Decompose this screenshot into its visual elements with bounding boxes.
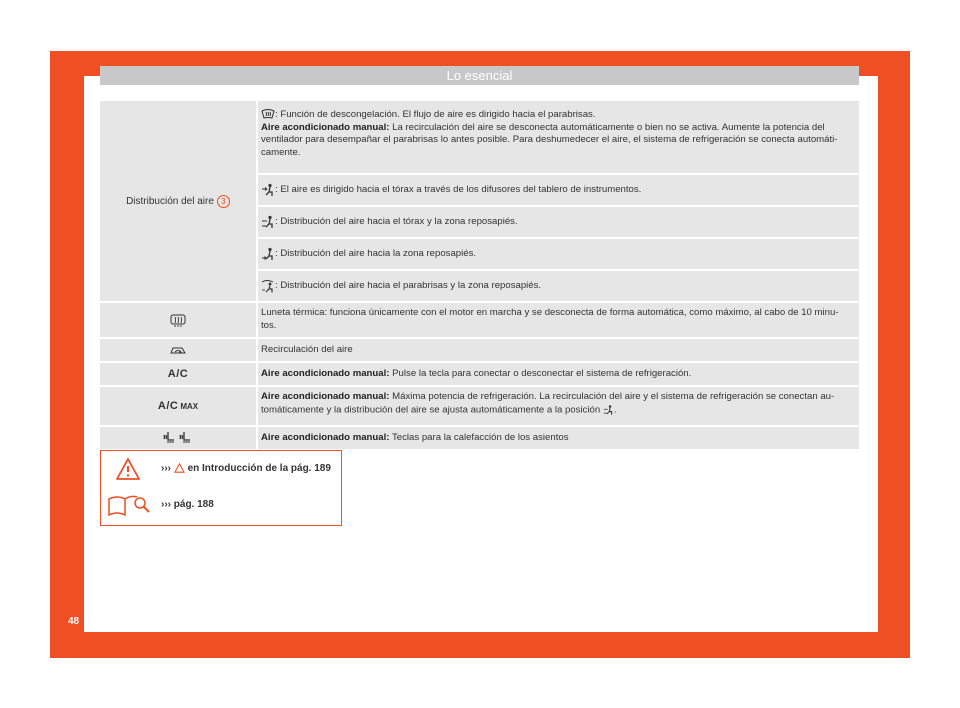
callout-line-1[interactable]: [161, 463, 331, 474]
reference-callout: [100, 450, 342, 526]
ac-max-text: Máxima potencia de refrigeración. La recirculación del aire y el sistema de refrigeración se conectan au-tomáticamente y la distribución del aire se ajusta automáticamente a la posición: [261, 391, 835, 416]
section-header: Lo esencial: [100, 66, 859, 85]
torso-feet-option: [258, 207, 859, 237]
rear-heater-icon-cell: [100, 303, 256, 337]
rear-window-heater-icon: [170, 314, 186, 327]
seat-heating-row: [100, 427, 859, 449]
feet-option: [258, 239, 859, 269]
ac-row: [100, 363, 859, 385]
ac-icon-label: A/C: [167, 368, 189, 380]
torso-text: : El aire es dirigido hacia el tórax a través de los difusores del tablero de instrumentos.: [275, 183, 642, 195]
defrost-text: : Función de descongelación. El flujo de aire es dirigido hacia el parabrisas.: [275, 109, 596, 121]
airflow-feet-icon: [261, 247, 275, 261]
seat-heating-bold-label: Aire acondicionado manual:: [261, 431, 390, 443]
warning-icon-small: [174, 463, 185, 473]
recirculation-icon-cell: [100, 339, 256, 361]
callout-arrows: ›››: [161, 463, 171, 474]
windshield-feet-text: : Distribución del aire hacia el parabrisas y la zona reposapiés.: [275, 279, 542, 291]
defrost-windshield-icon: [261, 109, 275, 120]
torso-feet-text: : Distribución del aire hacia el tórax y la zona reposapiés.: [275, 215, 518, 227]
seat-heating-icon-cell: [100, 427, 256, 449]
air-distribution-options: [258, 101, 859, 301]
ac-max-text-end: .: [613, 404, 617, 416]
recirculation-icon: [169, 345, 187, 356]
callout-line-1-text: en Introducción de la pág. 189: [187, 463, 331, 474]
ac-description: [258, 363, 859, 385]
callout-line-2[interactable]: ››› pág. 188: [161, 499, 214, 510]
recirculation-text: Recirculación del aire: [258, 339, 859, 361]
rear-heater-text: Luneta térmica: funciona únicamente con el motor en marcha y se desconecta de forma automática, como máximo, al cabo de 10 minu-tos.: [258, 303, 859, 337]
ac-max-description: [258, 387, 859, 425]
page-number: 48: [68, 616, 80, 627]
defrost-option: [258, 101, 859, 173]
seat-heating-description: [258, 427, 859, 449]
defrost-detail: La recirculación del aire se desconecta automáticamente o bien no se activa. Aumente la potencia del ventilador para desempañar el parabrisas lo antes posible. Para deshumedecer el aire, el sistema de refrigeración se conecta automáti-camente.: [261, 121, 838, 158]
torso-option: [258, 175, 859, 205]
recirculation-row: [100, 339, 859, 361]
manual-ac-label: Aire acondicionado manual:: [261, 121, 390, 133]
air-distribution-label-cell: [100, 101, 256, 301]
ac-text: Pulse la tecla para conectar o desconectar el sistema de refrigeración.: [389, 367, 692, 379]
ac-bold-label: Aire acondicionado manual:: [261, 367, 390, 379]
airflow-torso-icon: [261, 183, 275, 197]
reference-number: 3: [217, 195, 230, 208]
ac-max-row: [100, 387, 859, 425]
warning-icon: [115, 457, 141, 481]
feet-text: : Distribución del aire hacia la zona reposapiés.: [275, 247, 477, 259]
rear-heater-row: [100, 303, 859, 337]
air-distribution-row: [100, 101, 859, 301]
ac-max-icon-sup: MAX: [180, 401, 199, 411]
ac-max-bold-label: Aire acondicionado manual:: [261, 391, 390, 402]
seat-heating-icon: [162, 431, 194, 445]
seat-heating-text: Teclas para la calefacción de los asientos: [389, 431, 569, 443]
windshield-feet-option: [258, 271, 859, 301]
airflow-torso-feet-icon: [603, 404, 614, 416]
airflow-windshield-feet-icon: [261, 279, 275, 293]
airflow-torso-feet-icon: [261, 215, 275, 229]
book-magnifier-icon: [107, 493, 151, 519]
ac-max-icon-cell: [100, 387, 256, 425]
ac-max-icon-label: A/C: [157, 400, 179, 412]
air-distribution-label: Distribución del aire: [126, 195, 214, 207]
controls-table: [100, 101, 859, 451]
ac-icon-cell: [100, 363, 256, 385]
